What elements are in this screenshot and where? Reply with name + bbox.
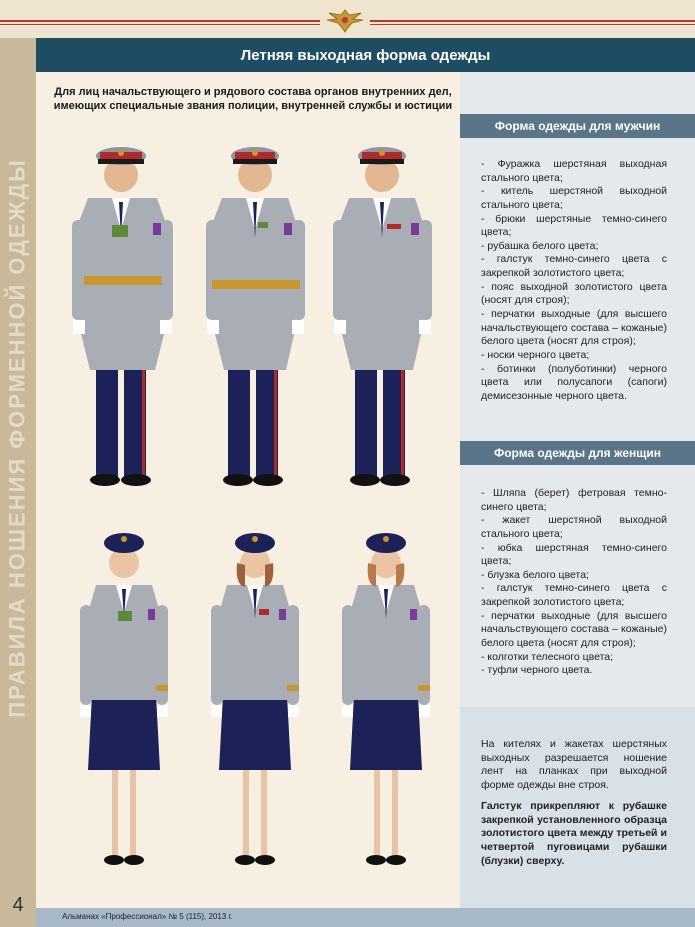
woman-figure-3 <box>336 525 436 885</box>
men-section-heading: Форма одежды для мужчин <box>460 114 695 138</box>
list-item: - носки черного цвета; <box>481 348 590 361</box>
list-item: - Шляпа (берет) фетровая темно-синего цвета; <box>481 487 667 513</box>
eagle-emblem-icon <box>320 6 370 34</box>
footer-text: Альманах «Профессионал» № 5 (115), 2013 г. <box>62 912 233 921</box>
list-item: - перчатки выходные (для высшего начальствующего состава – кожаные) белого цвета (носят для строя); <box>481 308 667 348</box>
list-item: - рубашка белого цвета; <box>481 239 599 252</box>
list-item: - блузка белого цвета; <box>481 568 589 581</box>
list-item: - пояс выходной золотистого цвета (носят для строя); <box>481 280 667 307</box>
list-item: - брюки шерстяные темно-синего цвета; <box>481 212 667 239</box>
list-item: - галстук темно-синего цвета с закрепкой золотистого цвета; <box>481 253 667 280</box>
side-title-text: ПРАВИЛА НОШЕНИЯ ФОРМЕННОЙ ОДЕЖДЫ <box>5 158 30 718</box>
women-list <box>481 487 667 678</box>
list-item: - жакет шерстяной выходной стального цвета; <box>481 514 667 540</box>
tie-note: Галстук прикрепляют к рубашке закрепкой установленного образца золотистого цвета между третьей и четвертой пуговицами рубашки (блузки) сверху. <box>481 800 667 867</box>
page-number: 4 <box>0 884 36 927</box>
man-figure-1 <box>60 130 185 505</box>
men-list <box>481 158 667 404</box>
woman-figure-2 <box>205 525 305 885</box>
man-figure-2 <box>198 130 313 505</box>
man-figure-3 <box>325 130 440 505</box>
intro-text: Для лиц начальствующего и рядового состава органов внутренних дел, имеющих специальные звания полиции, внутренней службы и юстиции <box>53 86 453 113</box>
list-item: - туфли черного цвета. <box>481 664 593 677</box>
list-item: - колготки телесного цвета; <box>481 650 614 663</box>
woman-figure-1 <box>74 525 174 885</box>
list-item: - ботинки (полуботинки) черного цвета или полусапоги (сапоги) демисезонные черного цвета. <box>481 362 667 402</box>
list-item: - галстук темно-синего цвета с закрепкой золотистого цвета; <box>481 582 667 609</box>
list-item: - юбка шерстяная темно-синего цвета; <box>481 541 667 568</box>
women-section-heading: Форма одежды для женщин <box>460 441 695 465</box>
page-title: Летняя выходная форма одежды <box>36 38 695 72</box>
list-item: - Фуражка шерстяная выходная стального цвета; <box>481 158 667 184</box>
ribbons-note: На кителях и жакетах шерстяных выходных разрешается ношение лент на планках при выходной форме одежды вне строя. <box>481 738 667 791</box>
list-item: - перчатки выходные (для высшего начальствующего состава – кожаные) белого цвета (носят для строя); <box>481 609 667 650</box>
side-title <box>0 38 36 838</box>
list-item: - китель шерстяной выходной стального цвета; <box>481 185 667 211</box>
